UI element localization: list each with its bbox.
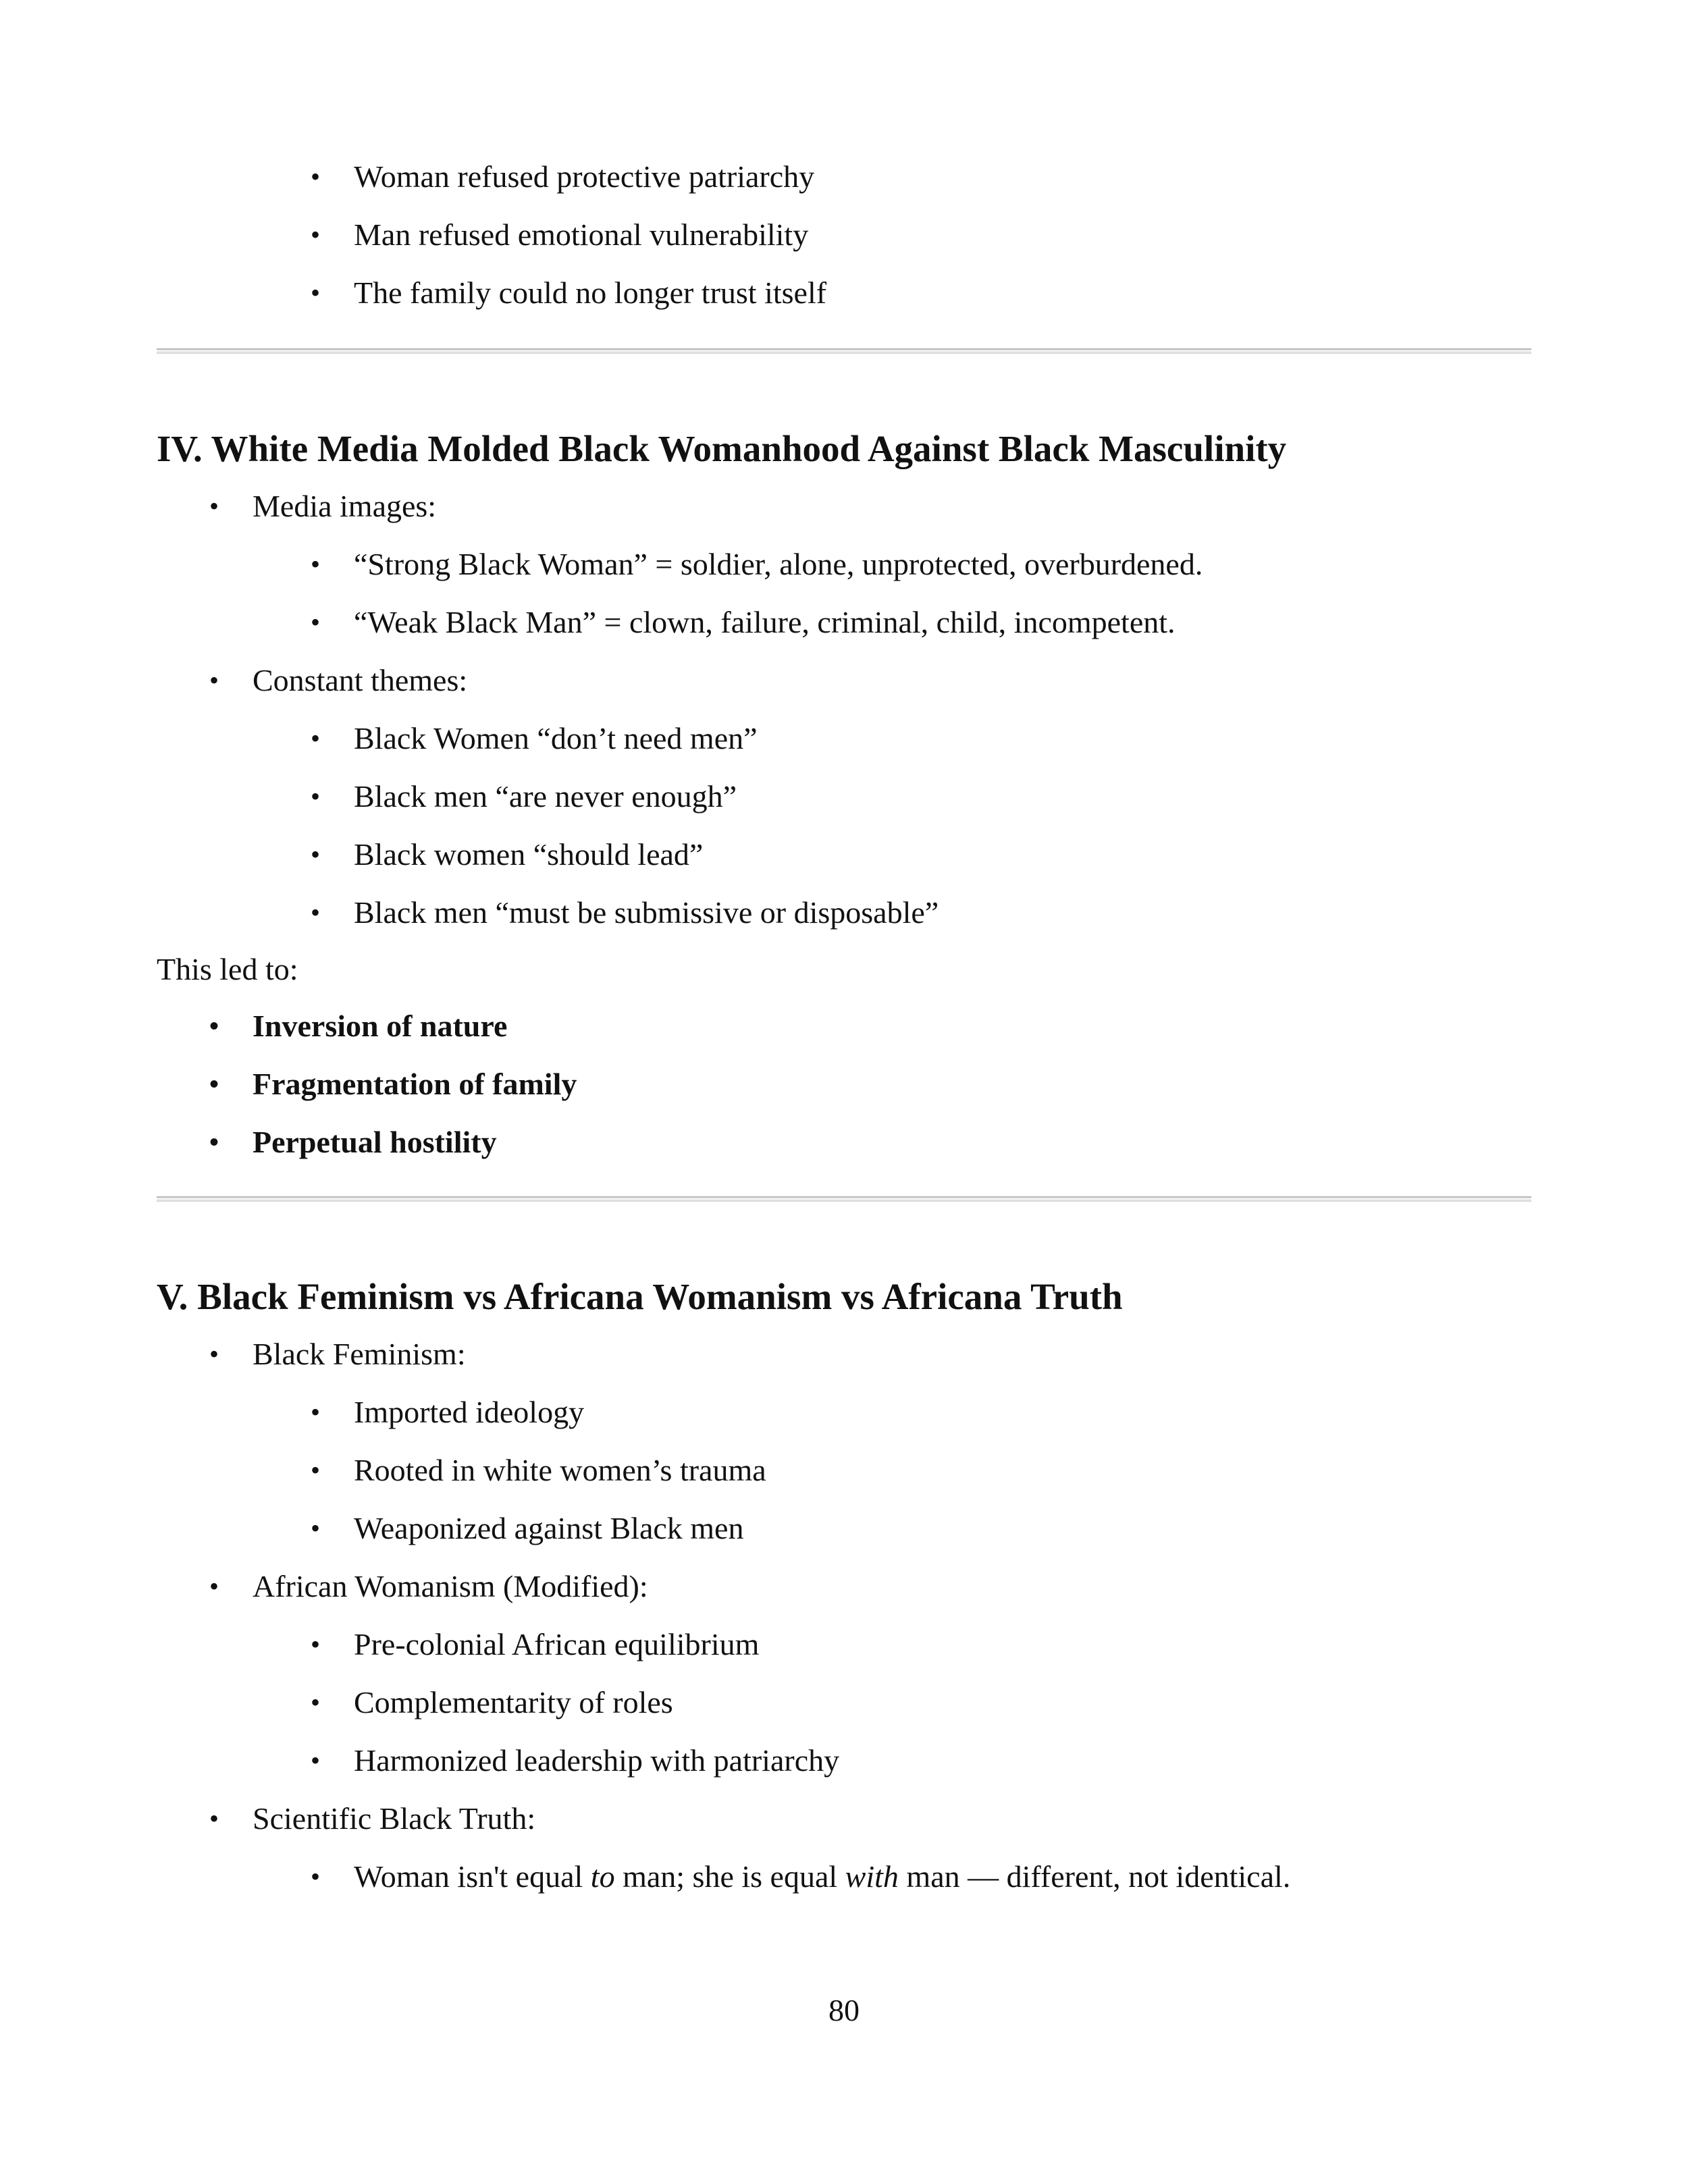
bullet-icon: •	[311, 839, 321, 870]
list-item-text: Weaponized against Black men	[354, 1511, 744, 1545]
list-item-text: Black Feminism:	[253, 1337, 466, 1371]
list-item-text: Black men “must be submissive or disposable”	[354, 895, 939, 930]
bullet-icon: •	[311, 1397, 321, 1427]
list-item-text: Imported ideology	[354, 1395, 585, 1429]
list-item-text: Inversion of nature	[253, 1009, 508, 1043]
list-item-text: Woman refused protective patriarchy	[354, 159, 815, 194]
bullet-icon: •	[311, 1861, 321, 1892]
bullet-icon: •	[311, 607, 321, 637]
bullet-icon: •	[311, 1455, 321, 1485]
section-divider	[157, 348, 1531, 354]
bullet-icon: •	[311, 723, 321, 753]
bullet-icon: •	[209, 1127, 219, 1157]
text-run: man — different, not identical.	[898, 1859, 1291, 1894]
list-item-text: “Strong Black Woman” = soldier, alone, unprotected, overburdened.	[354, 547, 1203, 581]
text-run: Woman isn't equal	[354, 1859, 591, 1894]
bullet-icon: •	[209, 1069, 219, 1099]
bullet-icon: •	[311, 1745, 321, 1776]
list-item-text: Fragmentation of family	[253, 1067, 577, 1101]
list-item-text: Perpetual hostility	[253, 1125, 497, 1159]
list-item-text: Constant themes:	[253, 663, 468, 697]
list-item-text: Scientific Black Truth:	[253, 1801, 536, 1836]
list-item-text: African Womanism (Modified):	[253, 1569, 648, 1603]
bullet-icon: •	[209, 1011, 219, 1041]
list-item-text: Black men “are never enough”	[354, 779, 737, 814]
bullet-icon: •	[209, 1571, 219, 1601]
bullet-icon: •	[311, 1687, 321, 1717]
bullet-icon: •	[311, 1513, 321, 1543]
emphasis-text: to	[590, 1859, 615, 1894]
list-item-text: Media images:	[253, 489, 437, 523]
bullet-icon: •	[311, 781, 321, 811]
page-number: 80	[828, 1993, 860, 2027]
list-item-text: Complementarity of roles	[354, 1685, 673, 1720]
bullet-icon: •	[209, 1339, 219, 1369]
bullet-icon: •	[311, 549, 321, 579]
bullet-icon: •	[311, 897, 321, 928]
list-item-text: Pre-colonial African equilibrium	[354, 1627, 760, 1661]
paragraph-text: This led to:	[157, 952, 298, 986]
list-item-text	[354, 1858, 1290, 1896]
emphasis-text: with	[845, 1859, 899, 1894]
bullet-icon: •	[209, 491, 219, 521]
section-heading: V. Black Feminism vs Africana Womanism vs Africana Truth	[157, 1276, 1123, 1317]
list-item-text: Rooted in white women’s trauma	[354, 1453, 766, 1487]
list-item-text: Black Women “don’t need men”	[354, 721, 758, 755]
bullet-icon: •	[209, 665, 219, 695]
list-item-text: Harmonized leadership with patriarchy	[354, 1743, 840, 1778]
section-heading: IV. White Media Molded Black Womanhood Against Black Masculinity	[157, 428, 1287, 469]
bullet-icon: •	[311, 1629, 321, 1659]
text-run: man; she is equal	[614, 1859, 845, 1894]
list-item-text: “Weak Black Man” = clown, failure, criminal, child, incompetent.	[354, 605, 1176, 639]
section-divider	[157, 1196, 1531, 1202]
list-item-text: The family could no longer trust itself	[354, 275, 827, 310]
list-item-text: Black women “should lead”	[354, 837, 704, 872]
list-item-text: Man refused emotional vulnerability	[354, 217, 809, 252]
bullet-icon: •	[311, 161, 321, 192]
bullet-icon: •	[209, 1803, 219, 1834]
bullet-icon: •	[311, 219, 321, 250]
bullet-icon: •	[311, 277, 321, 308]
